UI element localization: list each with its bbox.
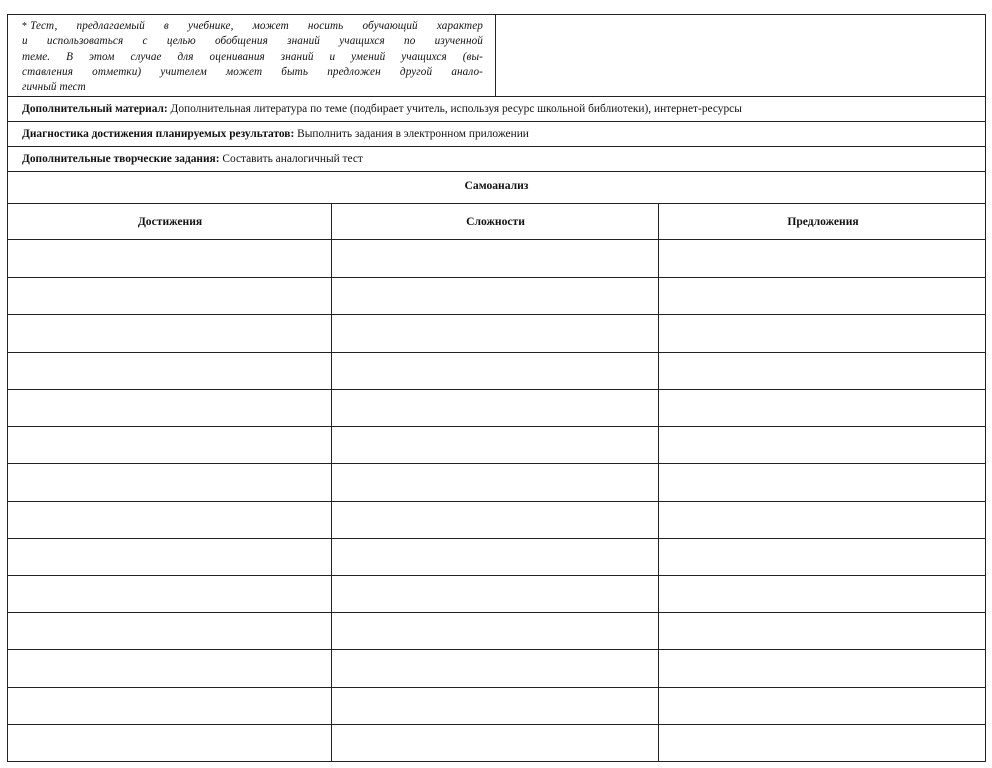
column-divider <box>331 204 332 761</box>
footnote-line <box>22 19 483 34</box>
row-divider <box>8 314 985 315</box>
column-suggestions: Предложения <box>787 215 859 228</box>
column-difficulties: Сложности <box>466 215 525 228</box>
column-divider <box>658 204 659 761</box>
creative-tasks-label: Дополнительные творческие задания: <box>22 153 220 165</box>
self-analysis-title: Самоанализ <box>8 172 985 204</box>
self-analysis-grid <box>8 204 985 761</box>
row-divider <box>8 724 985 725</box>
row-divider <box>8 389 985 390</box>
row-divider <box>8 352 985 353</box>
footnote-line: ставления отметки) учителем может быть предложен другой анало- <box>22 65 483 78</box>
diagnostics-text: Выполнить задания в электронном приложении <box>294 128 529 140</box>
note-row <box>8 15 985 97</box>
additional-material-text: Дополнительная литература по теме (подбирает учитель, используя ресурс школьной библиотеки), интернет-ресурсы <box>167 103 742 115</box>
creative-tasks-text: Составить аналогичный тест <box>219 153 363 165</box>
row-divider <box>8 687 985 688</box>
footnote-cell <box>8 15 496 96</box>
row-divider <box>8 538 985 539</box>
row-divider <box>8 612 985 613</box>
row-divider <box>8 649 985 650</box>
lesson-table <box>7 14 986 762</box>
additional-material-row <box>8 97 985 122</box>
creative-tasks-row <box>8 147 985 172</box>
footnote-asterisk: * <box>22 21 28 32</box>
column-achievements: Достижения <box>137 215 203 228</box>
footnote-line: теме. В этом случае для оценивания знаний и умений учащихся (вы- <box>22 50 483 63</box>
row-divider <box>8 277 985 278</box>
footnote-text-1: Тест, предлагаемый в учебнике, может носить обучающий характер <box>30 20 483 32</box>
row-divider <box>8 426 985 427</box>
self-analysis-header <box>8 204 985 240</box>
additional-material-label: Дополнительный материал: <box>22 103 168 115</box>
row-divider <box>8 501 985 502</box>
footnote-line: гичный тест <box>22 81 86 94</box>
row-divider <box>8 463 985 464</box>
diagnostics-row <box>8 122 985 147</box>
footnote-line: и использоваться с целью обобщения знаний учащихся по изученной <box>22 35 483 48</box>
diagnostics-label: Диагностика достижения планируемых результатов: <box>22 128 295 140</box>
row-divider <box>8 575 985 576</box>
